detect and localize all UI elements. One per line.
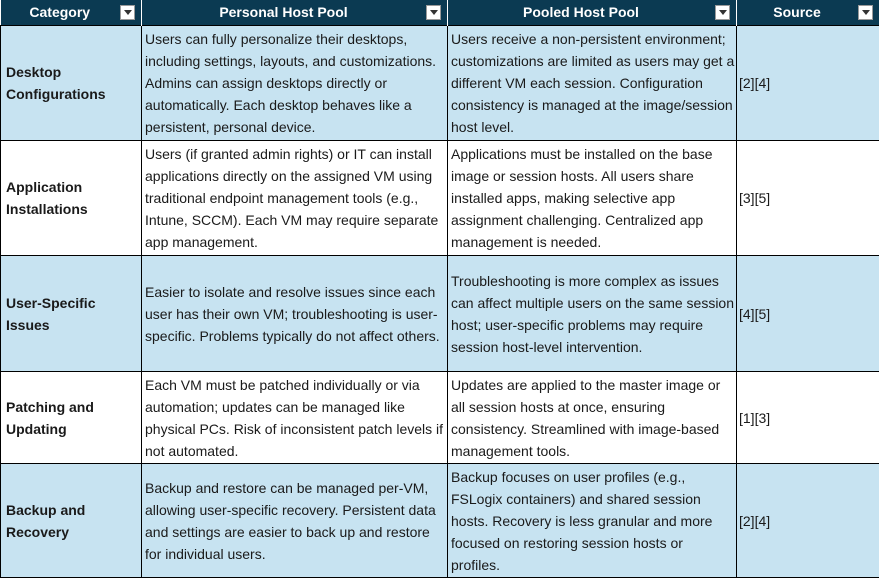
- pooled-cell[interactable]: Backup focuses on user profiles (e.g., FSLogix containers) and shared session hosts. Recovery is less granular and more focused on restoring session hosts or profiles.: [448, 464, 737, 578]
- pooled-cell[interactable]: Applications must be installed on the base image or session hosts. All users share installed apps, making selective app assignment challenging. Centralized app management is needed.: [448, 141, 737, 256]
- source-cell[interactable]: [3][5]: [737, 141, 879, 256]
- pooled-cell[interactable]: Users receive a non-persistent environment; customizations are limited as users may get a different VM each session. Configuration consistency is managed at the image/session host level.: [448, 26, 737, 141]
- personal-cell[interactable]: Users (if granted admin rights) or IT can install applications directly on the assigned VM using traditional endpoint management tools (e.g., Intune, SCCM). Each VM may require separate app management.: [142, 141, 448, 256]
- pooled-cell[interactable]: Troubleshooting is more complex as issues can affect multiple users on the same session host; user-specific problems may require session host-level intervention.: [448, 256, 737, 372]
- category-cell[interactable]: Application Installations: [1, 141, 142, 256]
- filter-dropdown-icon[interactable]: [426, 5, 441, 20]
- column-header-personal: [142, 0, 448, 26]
- source-cell[interactable]: [4][5]: [737, 256, 879, 372]
- column-header-source: [737, 0, 879, 26]
- column-header-label: Personal Host Pool: [219, 4, 348, 20]
- category-cell[interactable]: Backup and Recovery: [1, 464, 142, 578]
- column-header-label: Category: [29, 4, 91, 20]
- column-header-label: Pooled Host Pool: [523, 4, 639, 20]
- table-row: [1, 141, 879, 256]
- personal-cell[interactable]: Users can fully personalize their desktops, including settings, layouts, and customizations. Admins can assign desktops directly or automatically. Each desktop behaves like a persistent, personal device.: [142, 26, 448, 141]
- category-cell[interactable]: Patching and Updating: [1, 372, 142, 464]
- column-header-label: Source: [773, 4, 821, 20]
- category-cell[interactable]: Desktop Configurations: [1, 26, 142, 141]
- pooled-cell[interactable]: Updates are applied to the master image or all session hosts at once, ensuring consistency. Streamlined with image-based management tools.: [448, 372, 737, 464]
- filter-dropdown-icon[interactable]: [715, 5, 730, 20]
- source-cell[interactable]: [2][4]: [737, 464, 879, 578]
- table-row: [1, 372, 879, 464]
- category-cell[interactable]: User-Specific Issues: [1, 256, 142, 372]
- column-header-category: [1, 0, 142, 26]
- source-cell[interactable]: [2][4]: [737, 26, 879, 141]
- column-header-pooled: [448, 0, 737, 26]
- personal-cell[interactable]: Each VM must be patched individually or via automation; updates can be managed like physical PCs. Risk of inconsistent patch levels if not automated.: [142, 372, 448, 464]
- header-row: [1, 0, 879, 26]
- table-row: [1, 464, 879, 578]
- personal-cell[interactable]: Easier to isolate and resolve issues since each user has their own VM; troubleshooting is user-specific. Problems typically do not affect others.: [142, 256, 448, 372]
- filter-dropdown-icon[interactable]: [858, 5, 873, 20]
- source-cell[interactable]: [1][3]: [737, 372, 879, 464]
- personal-cell[interactable]: Backup and restore can be managed per-VM, allowing user-specific recovery. Persistent data and settings are easier to back up and restore for individual users.: [142, 464, 448, 578]
- table-row: [1, 256, 879, 372]
- table-row: [1, 26, 879, 141]
- filter-dropdown-icon[interactable]: [120, 5, 135, 20]
